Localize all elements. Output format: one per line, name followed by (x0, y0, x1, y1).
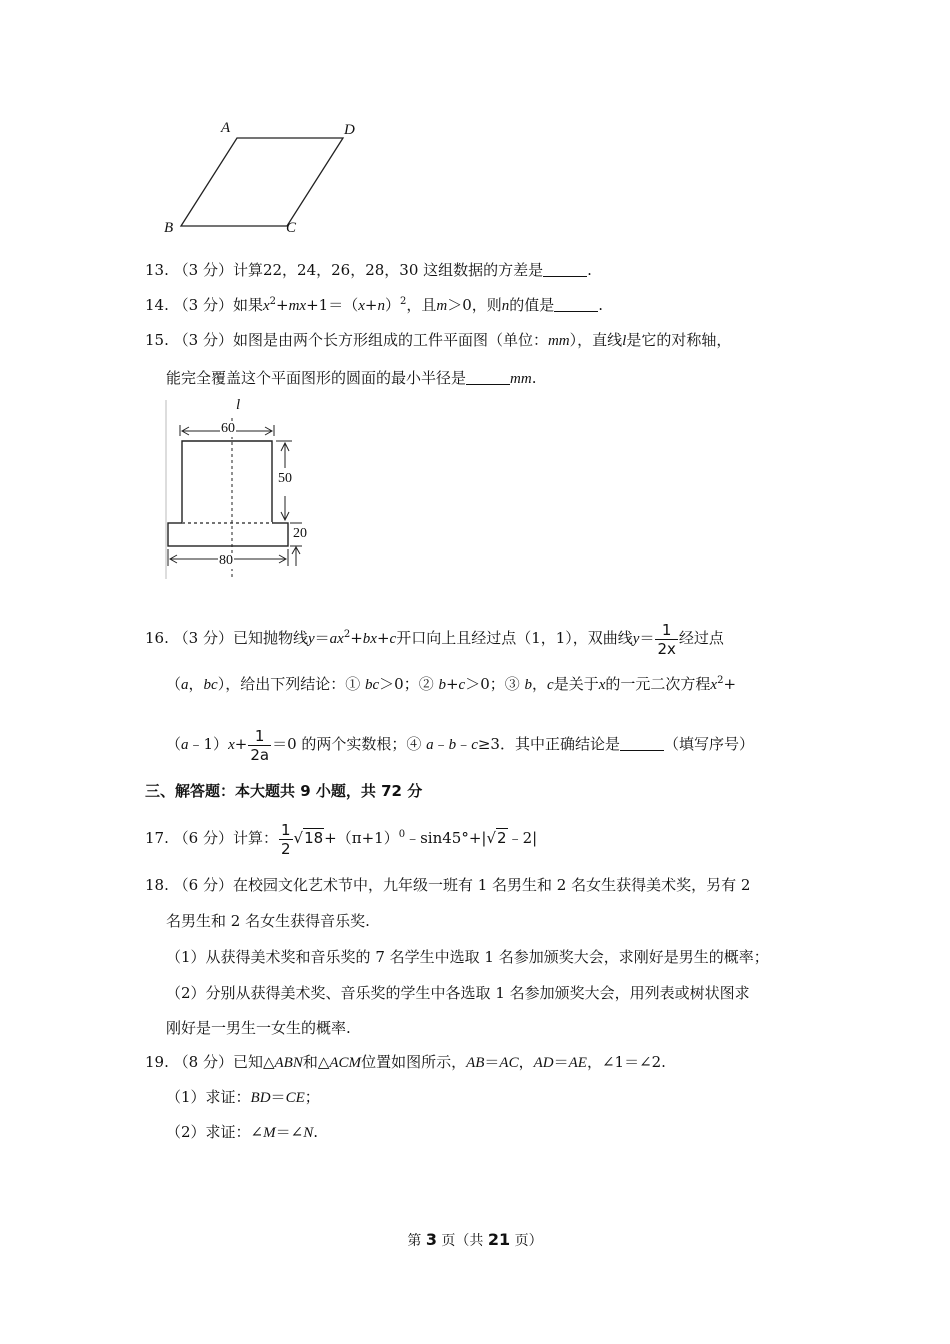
dimension-bottom: 80 (219, 553, 233, 568)
answer-blank (543, 262, 587, 277)
question-19: 19. （8 分）已知△ABN和△ACM位置如图所示，AB＝AC，AD＝AE，∠1＝∠2. (145, 1053, 666, 1071)
answer-blank (554, 297, 598, 312)
vertex-a-label: A (221, 120, 231, 136)
question-16: 16. （3 分）已知抛物线$y=ax^2+bx+c$开口向上且经过点（1，1），双曲线y＝ $\frac{1}{2x}$ 经过点 (145, 620, 724, 658)
section-3-title: 三、解答题：本大题共 9 小题，共 72 分 (145, 782, 423, 800)
fraction-1-over-2: $\frac{1}{2}$ (280, 820, 291, 858)
dimension-top: 60 (221, 421, 235, 436)
parallelogram-drawing (160, 118, 370, 243)
workpiece-figure (162, 396, 322, 581)
page-footer: 第 3 页（共 21 页） (407, 1230, 543, 1249)
question-18-part-2: （2）分别从获得美术奖、音乐奖的学生中各选取 1 名参加颁奖大会，用列表或树状图求 (166, 984, 750, 1002)
question-19-part-2: （2）求证：∠M＝∠N. (166, 1123, 318, 1141)
question-16-line-2: （a，bc），给出下列结论：① bc＞0；② b+c＞0；③ b，c是关于x的一元二次方程$x^2+$ (166, 675, 737, 693)
question-18: 18. （6 分）在校园文化艺术节中，九年级一班有 1 名男生和 2 名女生获得美术奖，另有 2 (145, 876, 751, 894)
question-19-part-1: （1）求证：BD＝CE； (166, 1088, 320, 1106)
question-18-part-2-line-2: 刚好是一男生一女生的概率. (166, 1019, 351, 1037)
answer-blank (620, 736, 664, 751)
symmetry-axis-label: l (236, 397, 241, 413)
vertex-d-label: D (344, 122, 355, 138)
dimension-right-upper: 50 (278, 471, 292, 486)
sqrt-18: √18 (293, 829, 324, 847)
dimension-right-lower: 20 (293, 526, 307, 541)
question-15: 15. （3 分）如图是由两个长方形组成的工件平面图（单位：mm），直线l是它的对称轴， (145, 331, 732, 349)
fraction-1-over-2x: $\frac{1}{2x}$ (657, 620, 676, 658)
vertex-b-label: B (164, 220, 174, 236)
question-15-line-2: 能完全覆盖这个平面图形的圆面的最小半径是 mm. (166, 369, 537, 387)
question-18-part-1: （1）从获得美术奖和音乐奖的 7 名学生中选取 1 名参加颁奖大会，求刚好是男生的概率； (166, 948, 769, 966)
question-14: 14. （3 分）如果$x^2+mx+1=(x+n)^2$，且m＞0，则n的值是 . (145, 296, 604, 314)
sqrt-2: √2 (486, 829, 507, 847)
answer-blank (466, 370, 510, 385)
vertex-c-label: C (286, 220, 297, 236)
question-13: 13. （3 分）计算22，24，26，28，30 这组数据的方差是 . (145, 261, 592, 279)
parallelogram-figure (160, 118, 370, 243)
workpiece-drawing (162, 396, 322, 581)
question-16-line-3: （a﹣1）x+ $\frac{1}{2a}$ ＝0 的两个实数根；④ a﹣b﹣c≥3．其中正确结论是 （填写序号） (166, 726, 754, 764)
question-17: 17. （6 分）计算： $\frac{1}{2}$ $√18+(\pi+1)^0﹣\sin 45^\circ+|√2﹣2|$ (145, 818, 537, 858)
fraction-1-over-2a: $\frac{1}{2a}$ (250, 726, 270, 764)
question-18-line-2: 名男生和 2 名女生获得音乐奖. (166, 912, 370, 930)
